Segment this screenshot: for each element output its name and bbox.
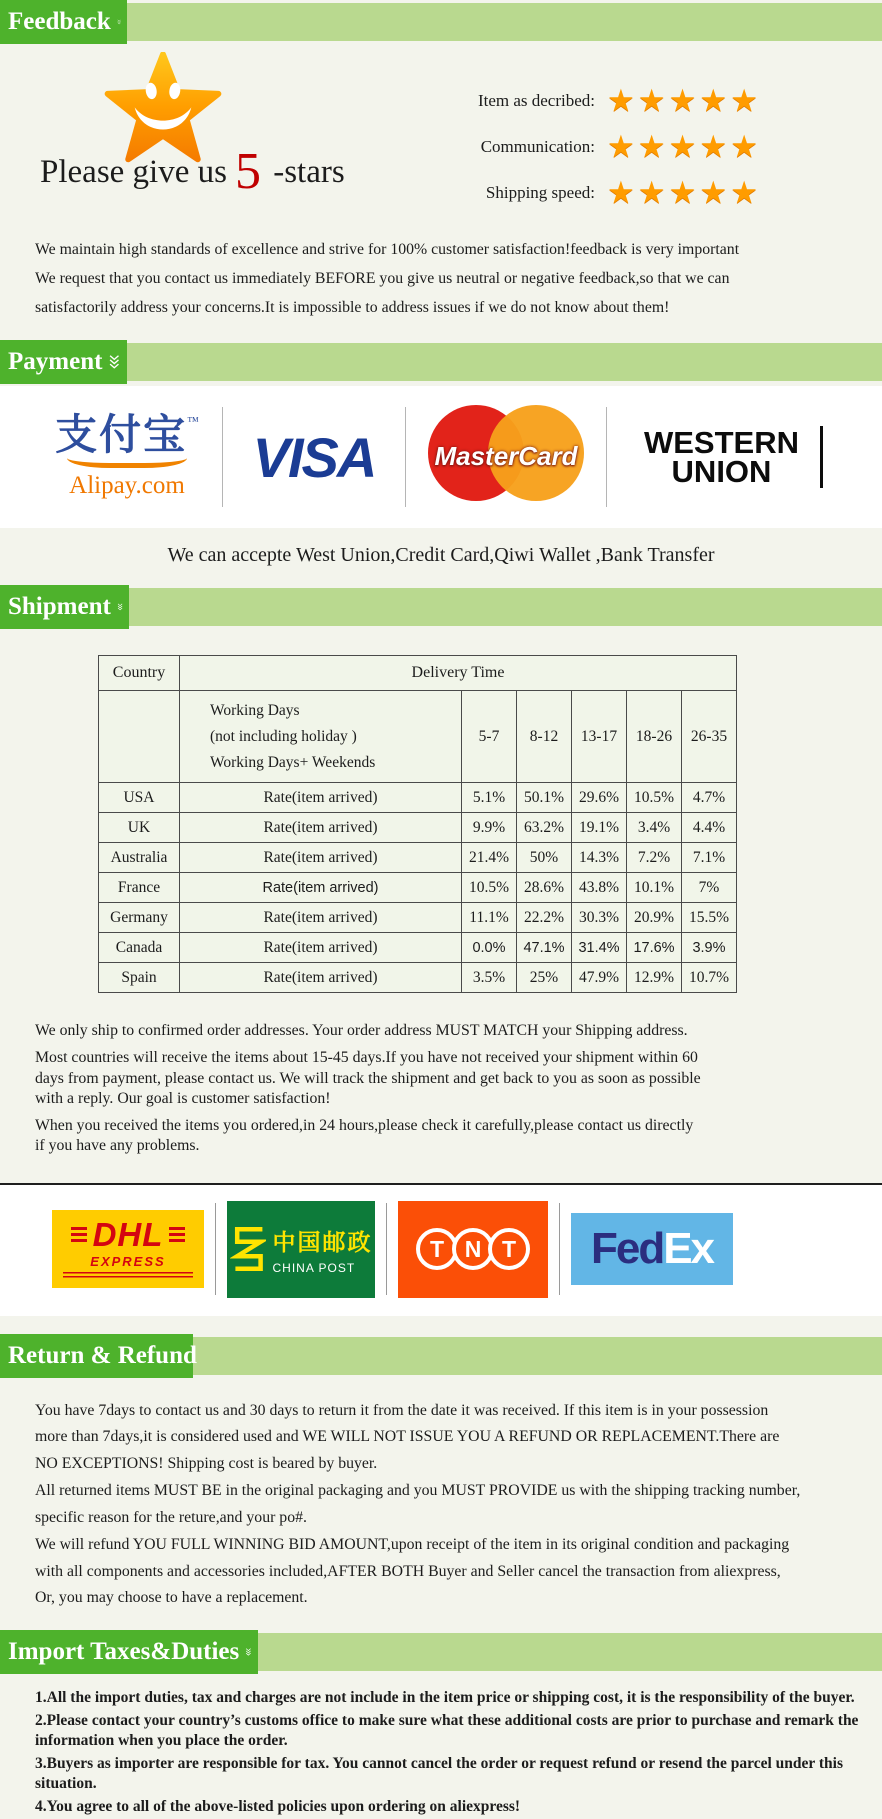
western-union-line1: WESTERN [644,424,799,460]
tnt-logo [398,1201,548,1298]
rating-label: Communication: [480,137,595,156]
day-range-header: 8-12 [517,691,572,783]
banner-strip [0,343,882,381]
courier-logos-strip [0,1185,882,1316]
day-range-header: 26-35 [682,691,737,783]
chevron-down-icon [108,347,121,377]
five-star-rating [607,174,761,211]
shipment-section-banner [0,585,882,631]
table-row-canada [99,933,737,963]
star-icon: ★ [607,128,638,165]
shipment-note-paragraph: Most countries will receive the items about 15-45 days.If you have not received your shipment within 60 days from payment, please contact us. We will track the shipment and get back to you as soon as possible with a reply. Our goal is customer satisfaction! [35,1049,701,1107]
tnt-letter-ring: N [452,1228,494,1270]
rate-cell: 47.9% [572,963,627,993]
rate-cell: 28.6% [517,873,572,903]
star-icon: ★ [637,174,669,211]
chevron-down-icon [245,1637,252,1667]
alipay-cn-text: 支付宝 [55,410,188,460]
shipment-note-paragraph: We only ship to confirmed order addresses. Your order address MUST MATCH your Shipping address. [35,1022,688,1040]
five-star-rating [607,128,761,165]
rate-label-cell: Rate(item arrived) [180,963,462,993]
rate-label-cell: Rate(item arrived) [180,933,462,963]
five-star-rating [607,82,761,119]
payment-logos-strip [0,386,882,528]
table-header-country: Country [99,656,180,691]
taxes-banner-box [0,1630,258,1674]
country-cell: Germany [99,903,180,933]
slogan-prefix: Please give us [40,154,227,190]
western-union-logo [623,426,823,488]
country-cell: USA [99,783,180,813]
feedback-section-title: Feedback [8,8,111,35]
visa-logo: VISA [252,425,376,489]
feedback-section-banner [0,0,882,46]
dhl-dashes [71,1227,87,1242]
refund-section-title: Return & Refund [8,1341,197,1369]
rating-label: Item as decribed: [477,91,595,110]
star-icon: ★ [607,174,638,211]
star-icon: ★ [730,82,761,119]
rate-label-cell: Rate(item arrived) [180,843,462,873]
payment-note: We can accepte West Union,Credit Card,Qiwi Wallet ,Bank Transfer [167,544,715,567]
rate-cell: 7.1% [682,843,737,873]
trademark-icon: ™ [187,414,199,429]
slogan [40,143,455,200]
western-union-line2: UNION [671,454,772,490]
logo-divider [606,407,607,507]
rate-cell: 3.5% [462,963,517,993]
china-post-emblem-icon [230,1221,266,1277]
dhl-stripe-lines [63,1272,193,1280]
table-row-spain [99,963,737,993]
rate-cell: 11.1% [462,903,517,933]
day-range-header: 18-26 [627,691,682,783]
tnt-letter-ring: T [488,1228,530,1270]
smiley-star-icon [104,52,222,164]
star-icon: ★ [699,128,731,165]
rate-cell: 4.7% [682,783,737,813]
refund-banner-box [0,1334,197,1378]
alipay-swoosh [67,458,187,468]
tnt-letter-ring: T [416,1228,458,1270]
rate-cell: 14.3% [572,843,627,873]
china-post-logo [227,1201,375,1298]
rate-cell: 3.4% [627,813,682,843]
rating-row-communication [455,128,761,166]
chevron-down-icon [117,592,123,622]
table-row-france [99,873,737,903]
taxes-section-banner [0,1630,882,1676]
star-icon: ★ [730,174,761,211]
country-cell: Canada [99,933,180,963]
rate-cell: 25% [517,963,572,993]
logo-divider [386,1203,387,1295]
rate-cell: 7.2% [627,843,682,873]
country-cell: France [99,873,180,903]
star-icon: ★ [637,128,669,165]
rate-cell: 20.9% [627,903,682,933]
alipay-domain-text: Alipay.com [69,472,185,500]
dhl-dashes [169,1227,185,1242]
china-post-en-text: CHINA POST [272,1260,356,1275]
tax-list-item: 1.All the import duties, tax and charges are not include in the item price or shipping cost, it is the responsibility of the buyer. [35,1689,855,1707]
banner-strip [0,588,882,626]
star-icon: ★ [637,82,669,119]
rating-row-item-as-described [455,82,761,120]
refund-section-banner [0,1334,882,1380]
rate-cell: 9.9% [462,813,517,843]
star-icon: ★ [699,174,731,211]
rate-cell: 5.1% [462,783,517,813]
rate-cell: 29.6% [572,783,627,813]
logo-divider [222,407,223,507]
logo-divider [405,407,406,507]
feedback-paragraph-line: We maintain high standards of excellence and strive for 100% customer satisfaction!feedback is very important [35,241,740,258]
rating-label: Shipping speed: [485,183,595,202]
slogan-suffix: -stars [273,154,345,190]
rate-cell: 30.3% [572,903,627,933]
rate-cell: 50% [517,843,572,873]
rate-cell: 15.5% [682,903,737,933]
banner-strip [0,3,882,41]
fedex-logo [571,1213,733,1285]
star-icon: ★ [668,174,700,211]
table-header-delivery-time: Delivery Time [180,656,737,691]
slogan-number: 5 [234,143,261,200]
rate-cell: 3.9% [682,933,737,963]
shipment-notes [35,1021,882,1156]
rate-cell: 63.2% [517,813,572,843]
rate-cell: 21.4% [462,843,517,873]
feedback-paragraph-line: satisfactorily address your concerns.It is impossible to address issues if we do not know about them! [35,298,670,316]
star-icon: ★ [668,128,700,165]
rate-cell: 7% [682,873,737,903]
payment-section-banner [0,340,882,386]
import-taxes-list [35,1688,882,1817]
star-icon: ★ [730,128,761,165]
rating-row-shipping-speed [455,174,761,212]
rate-cell: 10.5% [627,783,682,813]
rate-label-cell: Rate(item arrived) [180,873,462,903]
feedback-hero [0,46,882,212]
rate-cell: 47.1% [517,933,572,963]
feedback-banner-box [0,0,127,44]
country-cell: Australia [99,843,180,873]
logo-divider [215,1203,216,1295]
table-cell-empty [99,691,180,783]
chevron-down-icon [117,7,121,37]
taxes-section-title: Import Taxes&Duties [8,1638,240,1666]
shipment-section-title: Shipment [8,593,111,621]
feedback-paragraph-line: We request that you contact us immediately BEFORE you give us neutral or negative feedback,so that we can [35,269,730,287]
western-union-bar [820,426,823,488]
table-row-uk [99,813,737,843]
star-icon: ★ [607,82,638,119]
rate-cell: 43.8% [572,873,627,903]
rate-cell: 4.4% [682,813,737,843]
dhl-text: DHL [92,1216,164,1254]
mastercard-text: MasterCard [434,441,578,472]
rate-label-cell: Rate(item arrived) [180,903,462,933]
country-cell: Spain [99,963,180,993]
shipment-banner-box [0,585,129,629]
country-cell: UK [99,813,180,843]
rate-cell: 10.1% [627,873,682,903]
day-range-header: 5-7 [462,691,517,783]
working-days-cell: Working Days (not including holiday ) Working Days+ Weekends [180,691,462,783]
tax-list-item: 3.Buyers as importer are responsible for tax. You cannot cancel the order or request refund or resend the parcel under this situation. [35,1754,843,1793]
star-icon: ★ [699,82,731,119]
payment-section-title: Payment [8,348,103,376]
rate-cell: 31.4% [572,933,627,963]
rate-cell: 10.5% [462,873,517,903]
fedex-ex-text: Ex [663,1224,714,1274]
china-post-cn-text: 中国邮政 [272,1229,373,1256]
rate-cell: 12.9% [627,963,682,993]
dhl-express-text: EXPRESS [90,1254,166,1270]
rate-cell: 50.1% [517,783,572,813]
rate-cell: 19.1% [572,813,627,843]
table-row-germany [99,903,737,933]
logo-divider [559,1203,560,1295]
delivery-time-table [98,655,737,993]
feedback-paragraph [35,236,882,322]
star-icon: ★ [668,82,700,119]
dhl-logo [52,1210,204,1288]
day-range-header: 13-17 [572,691,627,783]
payment-banner-box [0,340,127,384]
tax-list-item: 2.Please contact your country’s customs office to make sure what these additional costs are prior to purchase and remark the information when you place the order. [35,1711,859,1750]
rate-label-cell: Rate(item arrived) [180,783,462,813]
rate-label-cell: Rate(item arrived) [180,813,462,843]
rate-cell: 17.6% [627,933,682,963]
alipay-logo [48,410,206,500]
rate-cell: 10.7% [682,963,737,993]
rating-rows [455,82,761,212]
shipment-note-paragraph: When you received the items you ordered,in 24 hours,please check it carefully,please contact us directly if you have any problems. [35,1117,694,1155]
tax-list-item: 4.You agree to all of the above-listed policies upon ordering on aliexpress! [35,1797,521,1815]
rate-cell: 0.0% [462,933,517,963]
mastercard-logo [422,405,590,509]
fedex-fed-text: Fed [590,1224,664,1274]
refund-policy-text: You have 7days to contact us and 30 days to return it from the date it was received. If this item is in your possession more than 7days,it is considered used and WE WILL NOT ISSUE YOU A REFUND OR REPLACEMENT.There are NO EXCEPTIONS! Shipping cost is beared by buyer. All returned items MUST BE in the original packaging and you MUST PROVIDE us with the shipping tracking number, specific reason for the reture,and your po#. We will refund YOU FULL WINNING BID AMOUNT,upon receipt of the item in its original condition and packaging with all components and accessories included,AFTER BOTH Buyer and Seller cancel the transaction from aliexpress, Or, you may choose to have a replacement. [35,1401,801,1607]
table-row-usa [99,783,737,813]
table-row-australia [99,843,737,873]
rate-cell: 22.2% [517,903,572,933]
